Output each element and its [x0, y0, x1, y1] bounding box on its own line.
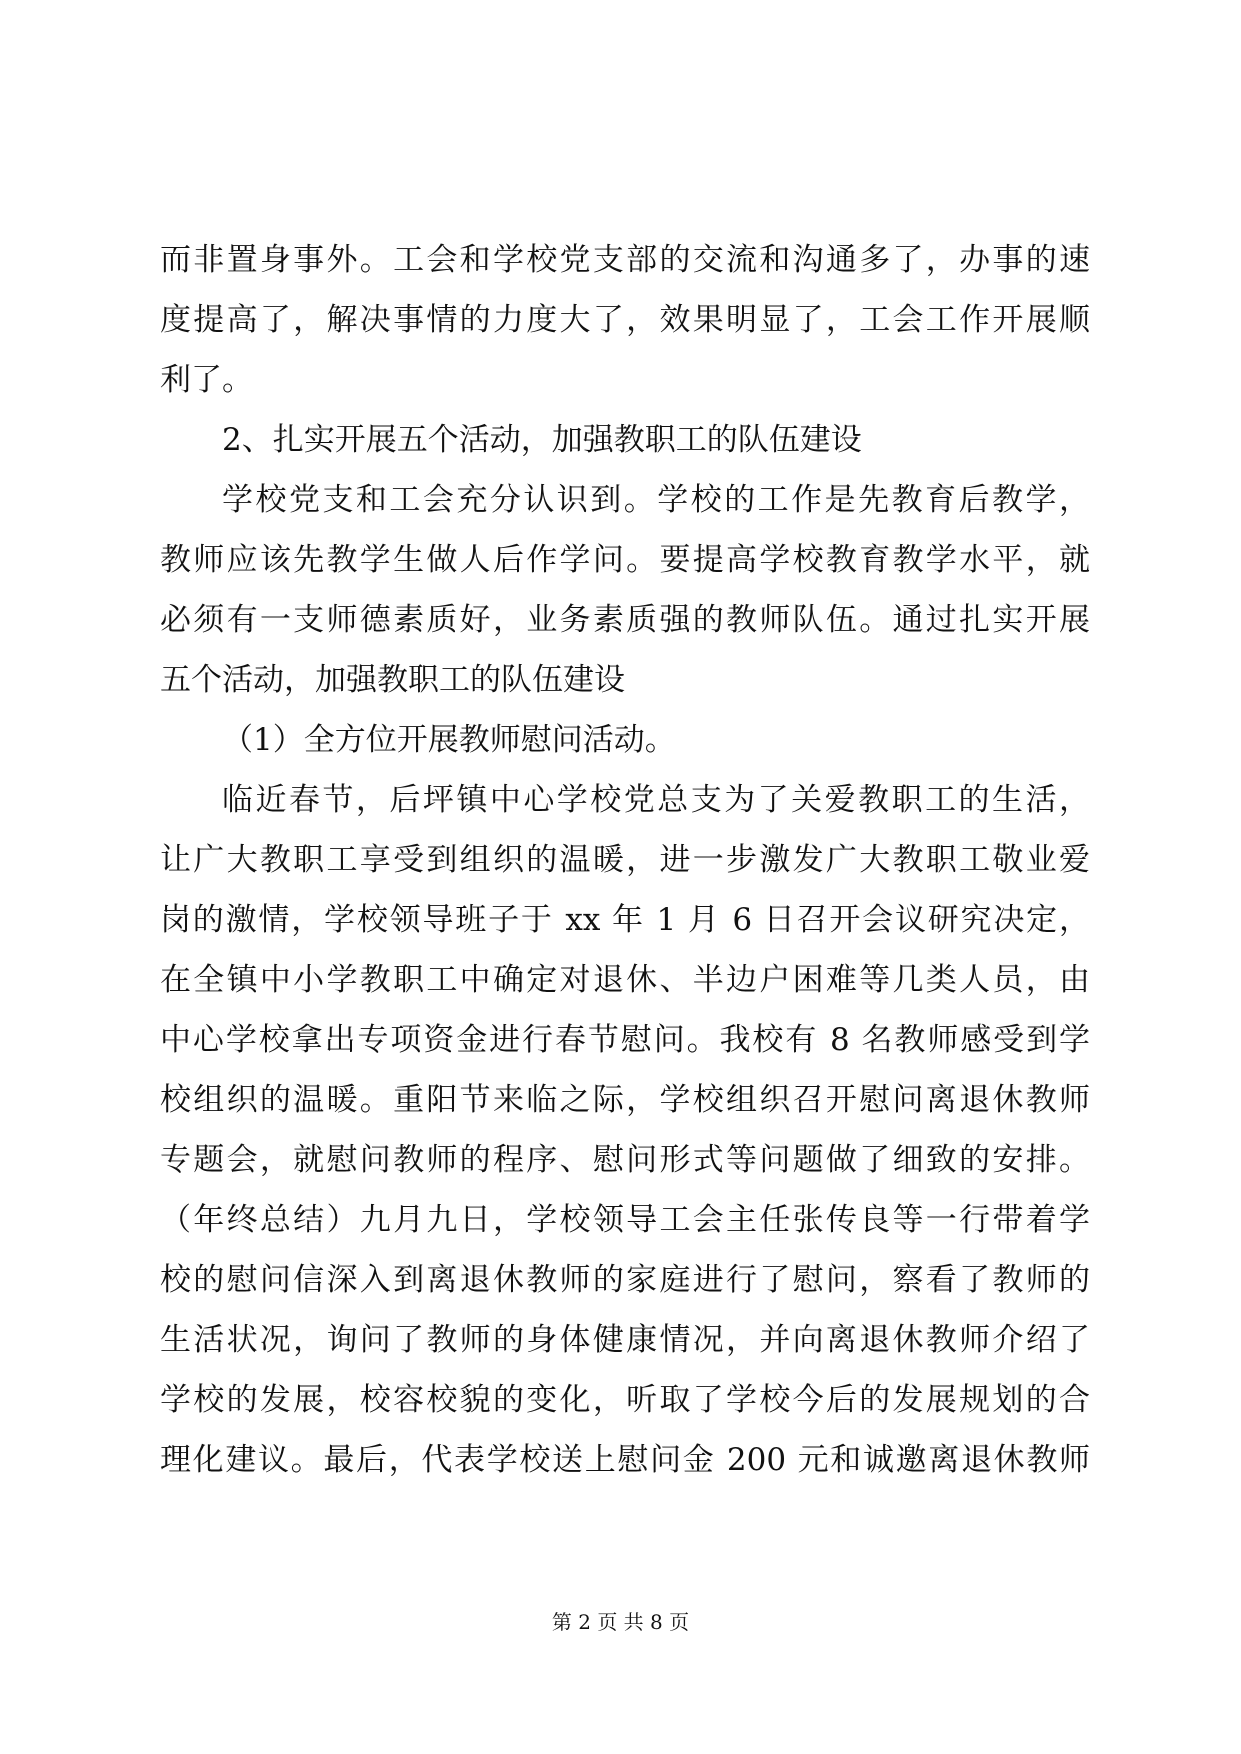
body-line: 学校的发展，校容校貌的变化，听取了学校今后的发展规划的合 — [160, 1382, 1090, 1418]
subsection-heading: （1）全方位开展教师慰问活动。 — [222, 722, 676, 758]
body-line: 教师应该先教学生做人后作学问。要提高学校教育教学水平，就 — [160, 542, 1090, 578]
page-footer: 第 2 页 共 8 页 — [551, 1610, 690, 1634]
body-line: （年终总结）九月九日，学校领导工会主任张传良等一行带着学 — [160, 1202, 1090, 1238]
body-line: 让广大教职工享受到组织的温暖，进一步激发广大教职工敬业爱 — [160, 842, 1090, 878]
section-heading: 2、扎实开展五个活动，加强教职工的队伍建设 — [222, 422, 862, 458]
body-line: 岗的激情，学校领导班子于 xx 年 1 月 6 日召开会议研究决定， — [160, 902, 1090, 938]
body-line: 校组织的温暖。重阳节来临之际，学校组织召开慰问离退休教师 — [160, 1082, 1090, 1118]
body-line: 而非置身事外。工会和学校党支部的交流和沟通多了，办事的速 — [160, 242, 1090, 278]
body-line: 理化建议。最后，代表学校送上慰问金 200 元和诚邀离退休教师 — [160, 1442, 1090, 1478]
body-line: 在全镇中小学教职工中确定对退休、半边户困难等几类人员，由 — [160, 962, 1090, 998]
body-line: 利了。 — [160, 362, 253, 398]
body-line: 临近春节，后坪镇中心学校党总支为了关爱教职工的生活， — [222, 782, 1090, 818]
body-line: 必须有一支师德素质好，业务素质强的教师队伍。通过扎实开展 — [160, 602, 1090, 638]
body-line: 专题会，就慰问教师的程序、慰问形式等问题做了细致的安排。 — [160, 1142, 1090, 1178]
body-line: 学校党支和工会充分认识到。学校的工作是先教育后教学， — [222, 482, 1090, 518]
body-line: 五个活动，加强教职工的队伍建设 — [160, 662, 625, 698]
body-line: 中心学校拿出专项资金进行春节慰问。我校有 8 名教师感受到学 — [160, 1022, 1090, 1058]
body-line: 校的慰问信深入到离退休教师的家庭进行了慰问，察看了教师的 — [160, 1262, 1090, 1298]
body-line: 度提高了，解决事情的力度大了，效果明显了，工会工作开展顺 — [160, 302, 1090, 338]
body-line: 生活状况，询问了教师的身体健康情况，并向离退休教师介绍了 — [160, 1322, 1090, 1358]
